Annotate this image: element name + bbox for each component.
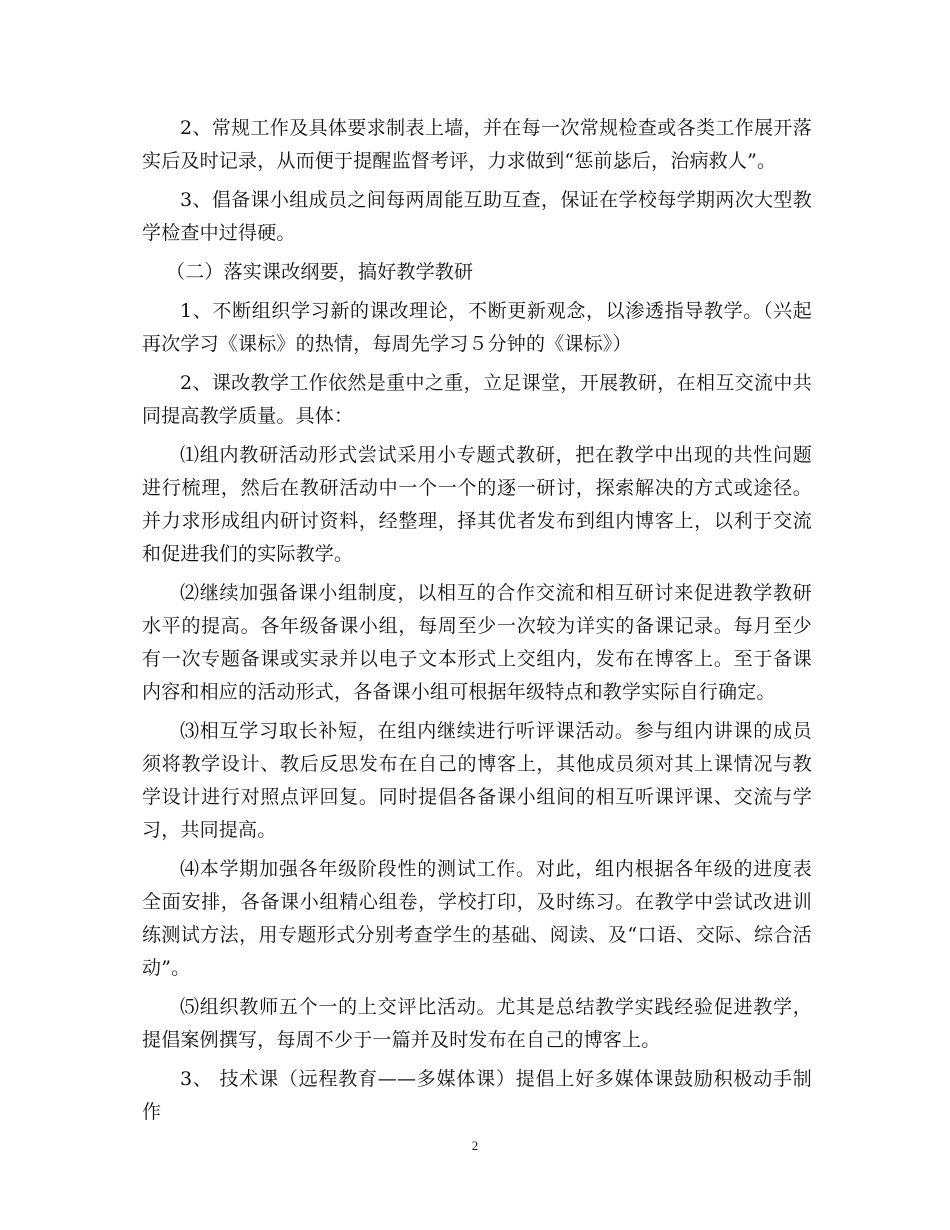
paragraph-routine-work: 2、常规工作及具体要求制表上墙，并在每一次常规检查或各类工作展开落实后及时记录，从而便于提醒监督考评，力求做到“惩前毖后，治病救人”。	[142, 117, 812, 172]
list-item-5: ⑸组织教师五个一的上交评比活动。尤其是总结教学实践经验促进教学，提倡案例撰写，每周不少于一篇并及时发布在自己的博客上。	[142, 996, 812, 1051]
paragraph-study-theory: 1、不断组织学习新的课改理论，不断更新观念，以渗透指导教学。（兴起再次学习《课标》的热情，每周先学习５分钟的《课标》）	[142, 300, 812, 355]
document-body	[142, 112, 812, 1135]
paragraph-technology-class: 3、 技术课（远程教育——多媒体课）提倡上好多媒体课鼓励积极动手制作	[142, 1068, 812, 1123]
paragraph-teaching-research: 2、课改教学工作依然是重中之重，立足课堂，开展教研，在相互交流中共同提高教学质量。具体：	[142, 372, 812, 427]
list-item-1: ⑴组内教研活动形式尝试采用小专题式教研，把在教学中出现的共性问题进行梳理，然后在教研活动中一个一个的逐一研讨，探索解决的方式或途径。并力求形成组内研讨资料，经整理，择其优者发布到组内博客上，以利于交流和促进我们的实际教学。	[142, 444, 812, 565]
page-number: 2	[471, 1138, 479, 1153]
section-heading: （二）落实课改纲要，搞好教学教研	[166, 261, 474, 283]
list-item-2: ⑵继续加强备课小组制度，以相互的合作交流和相互研讨来促进教学教研水平的提高。各年级备课小组，每周至少一次较为详实的备课记录。每月至少有一次专题备课或实录并以电子文本形式上交组内，发布在博客上。至于备课内容和相应的活动形式，各备课小组可根据年级特点和教学实际自行确定。	[142, 582, 812, 703]
list-item-3: ⑶相互学习取长补短，在组内继续进行听评课活动。参与组内讲课的成员须将教学设计、教后反思发布在自己的博客上，其他成员须对其上课情况与教学设计进行对照点评回复。同时提倡各备课小组间的相互听课评课、交流与学习，共同提高。	[142, 720, 812, 841]
list-item-4: ⑷本学期加强各年级阶段性的测试工作。对此，组内根据各年级的进度表全面安排，各备课小组精心组卷，学校打印，及时练习。在教学中尝试改进训练测试方法，用专题形式分别考查学生的基础、阅读、及“口语、交际、综合活动”。	[142, 858, 812, 979]
paragraph-peer-check: 3、倡备课小组成员之间每两周能互助互查，保证在学校每学期两次大型教学检查中过得硬。	[142, 189, 812, 244]
